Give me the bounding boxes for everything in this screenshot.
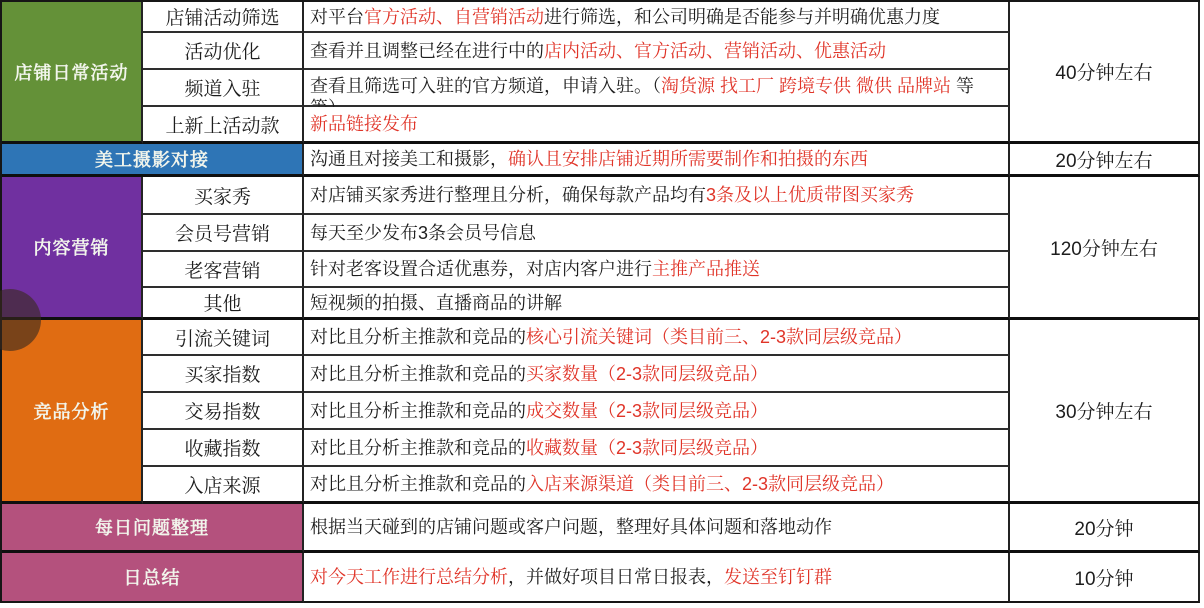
highlighted-text: 新品链接发布 [310,114,418,134]
desc-channel-entry [304,70,1010,107]
time-daily-issue-review: 20分钟 [1010,504,1200,553]
desc-text [310,516,832,538]
task-activity-screening: 店铺活动筛选 [143,2,304,33]
task-traffic-keywords: 引流关键词 [143,320,304,356]
highlighted-text: 收藏数量（2-3款同层级竞品） [526,437,769,458]
highlighted-text: 店内活动、官方活动、营销活动、优惠活动 [544,40,886,61]
desc-new-product-launch [304,107,1010,144]
highlighted-text: 确认且安排店铺近期所需要制作和拍摄的东西 [508,149,868,169]
desc-text [310,473,894,495]
task-repeat-customer-marketing: 老客营销 [143,252,304,288]
desc-text [310,400,768,422]
plain-text: 查看且筛选可入驻的官方频道，申请入驻。（ [310,76,661,96]
desc-buyer-show [304,177,1010,215]
highlighted-text: 成交数量（2-3款同层级竞品） [526,400,769,421]
plain-text: 对比且分析主推款和竞品的 [310,474,526,494]
category-store-daily-activities: 店铺日常活动 [2,2,143,144]
highlighted-text: 入店来源渠道（类目前三、2-3款同层级竞品） [526,474,895,494]
plain-text: 沟通且对接美工和摄影， [310,149,508,169]
task-favorite-index: 收藏指数 [143,430,304,467]
task-channel-entry: 频道入驻 [143,70,304,107]
desc-text [310,222,536,244]
plain-text: 对比且分析主推款和竞品的 [310,400,526,421]
category-content-marketing: 内容营销 [2,177,143,320]
plain-text: 短视频的拍摄、直播商品的讲解 [310,292,562,313]
time-store-daily-activities: 40分钟左右 [1010,2,1200,144]
plain-text: 对比且分析主推款和竞品的 [310,327,526,347]
desc-text [310,292,562,314]
plain-text: 等 [951,76,975,96]
time-competitor-analysis: 30分钟左右 [1010,320,1200,504]
desc-activity-optimization [304,33,1010,70]
desc-text [310,437,768,459]
desc-repeat-customer-marketing [304,252,1010,288]
desc-art-photography [304,144,1010,177]
desc-text [310,184,914,206]
task-other: 其他 [143,288,304,320]
desc-favorite-index [304,430,1010,467]
task-new-product-launch: 上新上活动款 [143,107,304,144]
highlighted-text: 主推产品推送 [652,259,760,279]
category-competitor-analysis: 竞品分析 [2,320,143,504]
task-buyer-index: 买家指数 [143,356,304,393]
highlighted-text: 淘货源 找工厂 跨境专供 微供 品牌站 [661,76,952,96]
task-transaction-index: 交易指数 [143,393,304,430]
plain-text: 每天至少发布3条会员号信息 [310,222,537,243]
desc-transaction-index [304,393,1010,430]
desc-daily-issue-review [304,504,1010,553]
desc-other [304,288,1010,320]
plain-text: 对店铺买家秀进行整理且分析，确保每款产品均有 [310,185,706,205]
plain-text: 对比且分析主推款和竞品的 [310,437,526,458]
category-daily-summary: 日总结 [2,553,304,603]
desc-buyer-index [304,356,1010,393]
desc-text [310,258,760,280]
desc-daily-summary [304,553,1010,603]
task-store-entry-source: 入店来源 [143,467,304,504]
desc-text [310,566,832,588]
time-content-marketing: 120分钟左右 [1010,177,1200,320]
task-activity-optimization: 活动优化 [143,33,304,70]
desc-text [310,363,768,385]
plain-text: 根据当天碰到的店铺问题或客户问题，整理好具体问题和落地动作 [310,517,832,537]
desc-text [310,113,418,135]
category-art-photography: 美工摄影对接 [2,144,304,177]
plain-text: ，并做好项目日常日报表， [508,567,724,587]
plain-text: 对比且分析主推款和竞品的 [310,363,526,384]
plain-text: 针对老客设置合适优惠券，对店内客户进行 [310,259,652,279]
category-daily-issue-review: 每日问题整理 [2,504,304,553]
highlighted-text: 发送至钉钉群 [724,567,832,587]
plain-text: 进行筛选，和公司明确是否能参与并明确优惠力度 [544,6,940,27]
desc-text [310,40,886,62]
desc-text [310,148,868,170]
highlighted-text: 对今天工作进行总结分析 [310,567,508,587]
highlighted-text: 核心引流关键词（类目前三、2-3款同层级竞品） [526,327,913,347]
desc-store-entry-source [304,467,1010,504]
task-member-marketing: 会员号营销 [143,215,304,252]
time-daily-summary: 10分钟 [1010,553,1200,603]
desc-text [310,326,912,348]
plain-text: 对平台 [310,6,364,27]
desc-traffic-keywords [304,320,1010,356]
highlighted-text: 买家数量（2-3款同层级竞品） [526,363,769,384]
time-art-photography: 20分钟左右 [1010,144,1200,177]
task-buyer-show: 买家秀 [143,177,304,215]
highlighted-text: 3条及以上优质带图买家秀 [706,185,915,205]
plain-text: 查看并且调整已经在进行中的 [310,40,544,61]
desc-activity-screening [304,2,1010,33]
highlighted-text: 官方活动、自营销活动 [364,6,544,27]
desc-member-marketing [304,215,1010,252]
desc-text [310,6,940,28]
